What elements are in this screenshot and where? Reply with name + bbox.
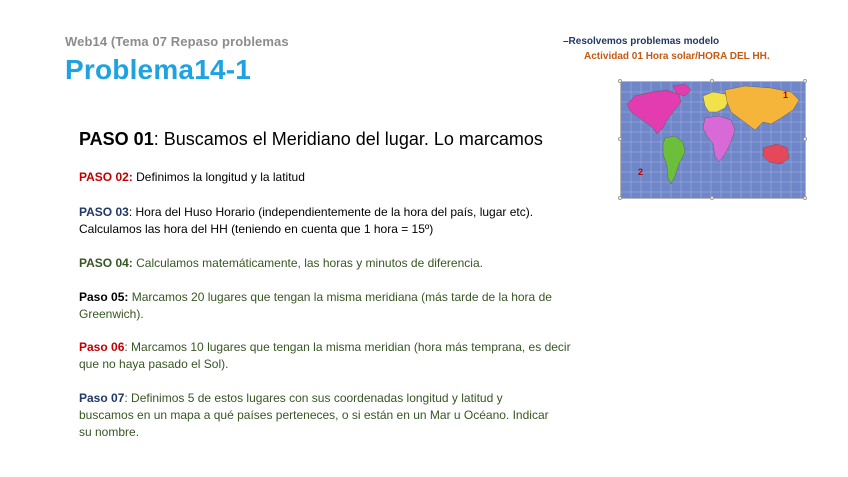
- world-map-graphic: [621, 82, 805, 198]
- lesson-subtitle: Web14 (Tema 07 Repaso problemas: [65, 34, 289, 49]
- step-02: [79, 169, 599, 186]
- step-01: [79, 129, 543, 150]
- activity-title: Actividad 01 Hora solar/HORA DEL HH.: [584, 51, 770, 62]
- step-07: [79, 390, 554, 441]
- resize-handle-bottom-right[interactable]: [803, 196, 807, 200]
- world-map-image[interactable]: [620, 81, 806, 199]
- resize-handle-right[interactable]: [803, 137, 807, 141]
- step-05-text: Marcamos 20 lugares que tengan la misma meridiana (más tarde de la hora de Greenwich).: [79, 290, 552, 321]
- activity-heading: –Resolvemos problemas modelo: [563, 36, 720, 47]
- step-03-label: PASO 03: [79, 205, 129, 219]
- step-04: [79, 255, 599, 272]
- step-04-label: PASO 04:: [79, 256, 133, 270]
- page-title: Problema14-1: [65, 54, 252, 85]
- step-02-label: PASO 02:: [79, 170, 133, 184]
- resize-handle-bottom[interactable]: [710, 196, 714, 200]
- step-07-label: Paso 07: [79, 391, 125, 405]
- step-05-label: Paso 05:: [79, 290, 129, 304]
- step-05: [79, 289, 589, 323]
- resize-handle-top[interactable]: [710, 79, 714, 83]
- step-03-text: : Hora del Huso Horario (independientemente de la hora del país, lugar etc). Calculamos las hora del HH (teniendo en cuenta que 1 hora = 15º): [79, 205, 534, 236]
- step-06-label: Paso 06: [79, 340, 125, 354]
- step-06-text: : Marcamos 10 lugares que tengan la misma meridian (hora más temprana, es decir que no haya pasado el Sol).: [79, 340, 571, 371]
- step-06: [79, 339, 579, 373]
- resize-handle-left[interactable]: [618, 137, 622, 141]
- resize-handle-top-right[interactable]: [803, 79, 807, 83]
- step-07-text: : Definimos 5 de estos lugares con sus coordenadas longitud y latitud y buscamos en un mapa a qué países perteneces, o si están en un Mar u Océano. Indicar su nombre.: [79, 391, 549, 439]
- step-01-text: : Buscamos el Meridiano del lugar. Lo marcamos: [153, 129, 543, 149]
- step-01-label: PASO 01: [79, 129, 154, 149]
- resize-handle-bottom-left[interactable]: [618, 196, 622, 200]
- resize-handle-top-left[interactable]: [618, 79, 622, 83]
- map-label-1: 1: [783, 90, 789, 100]
- step-02-text: Definimos la longitud y la latitud: [132, 170, 305, 184]
- step-03: [79, 204, 579, 238]
- map-label-2: 2: [638, 167, 644, 177]
- step-04-text: Calculamos matemáticamente, las horas y minutos de diferencia.: [132, 256, 483, 270]
